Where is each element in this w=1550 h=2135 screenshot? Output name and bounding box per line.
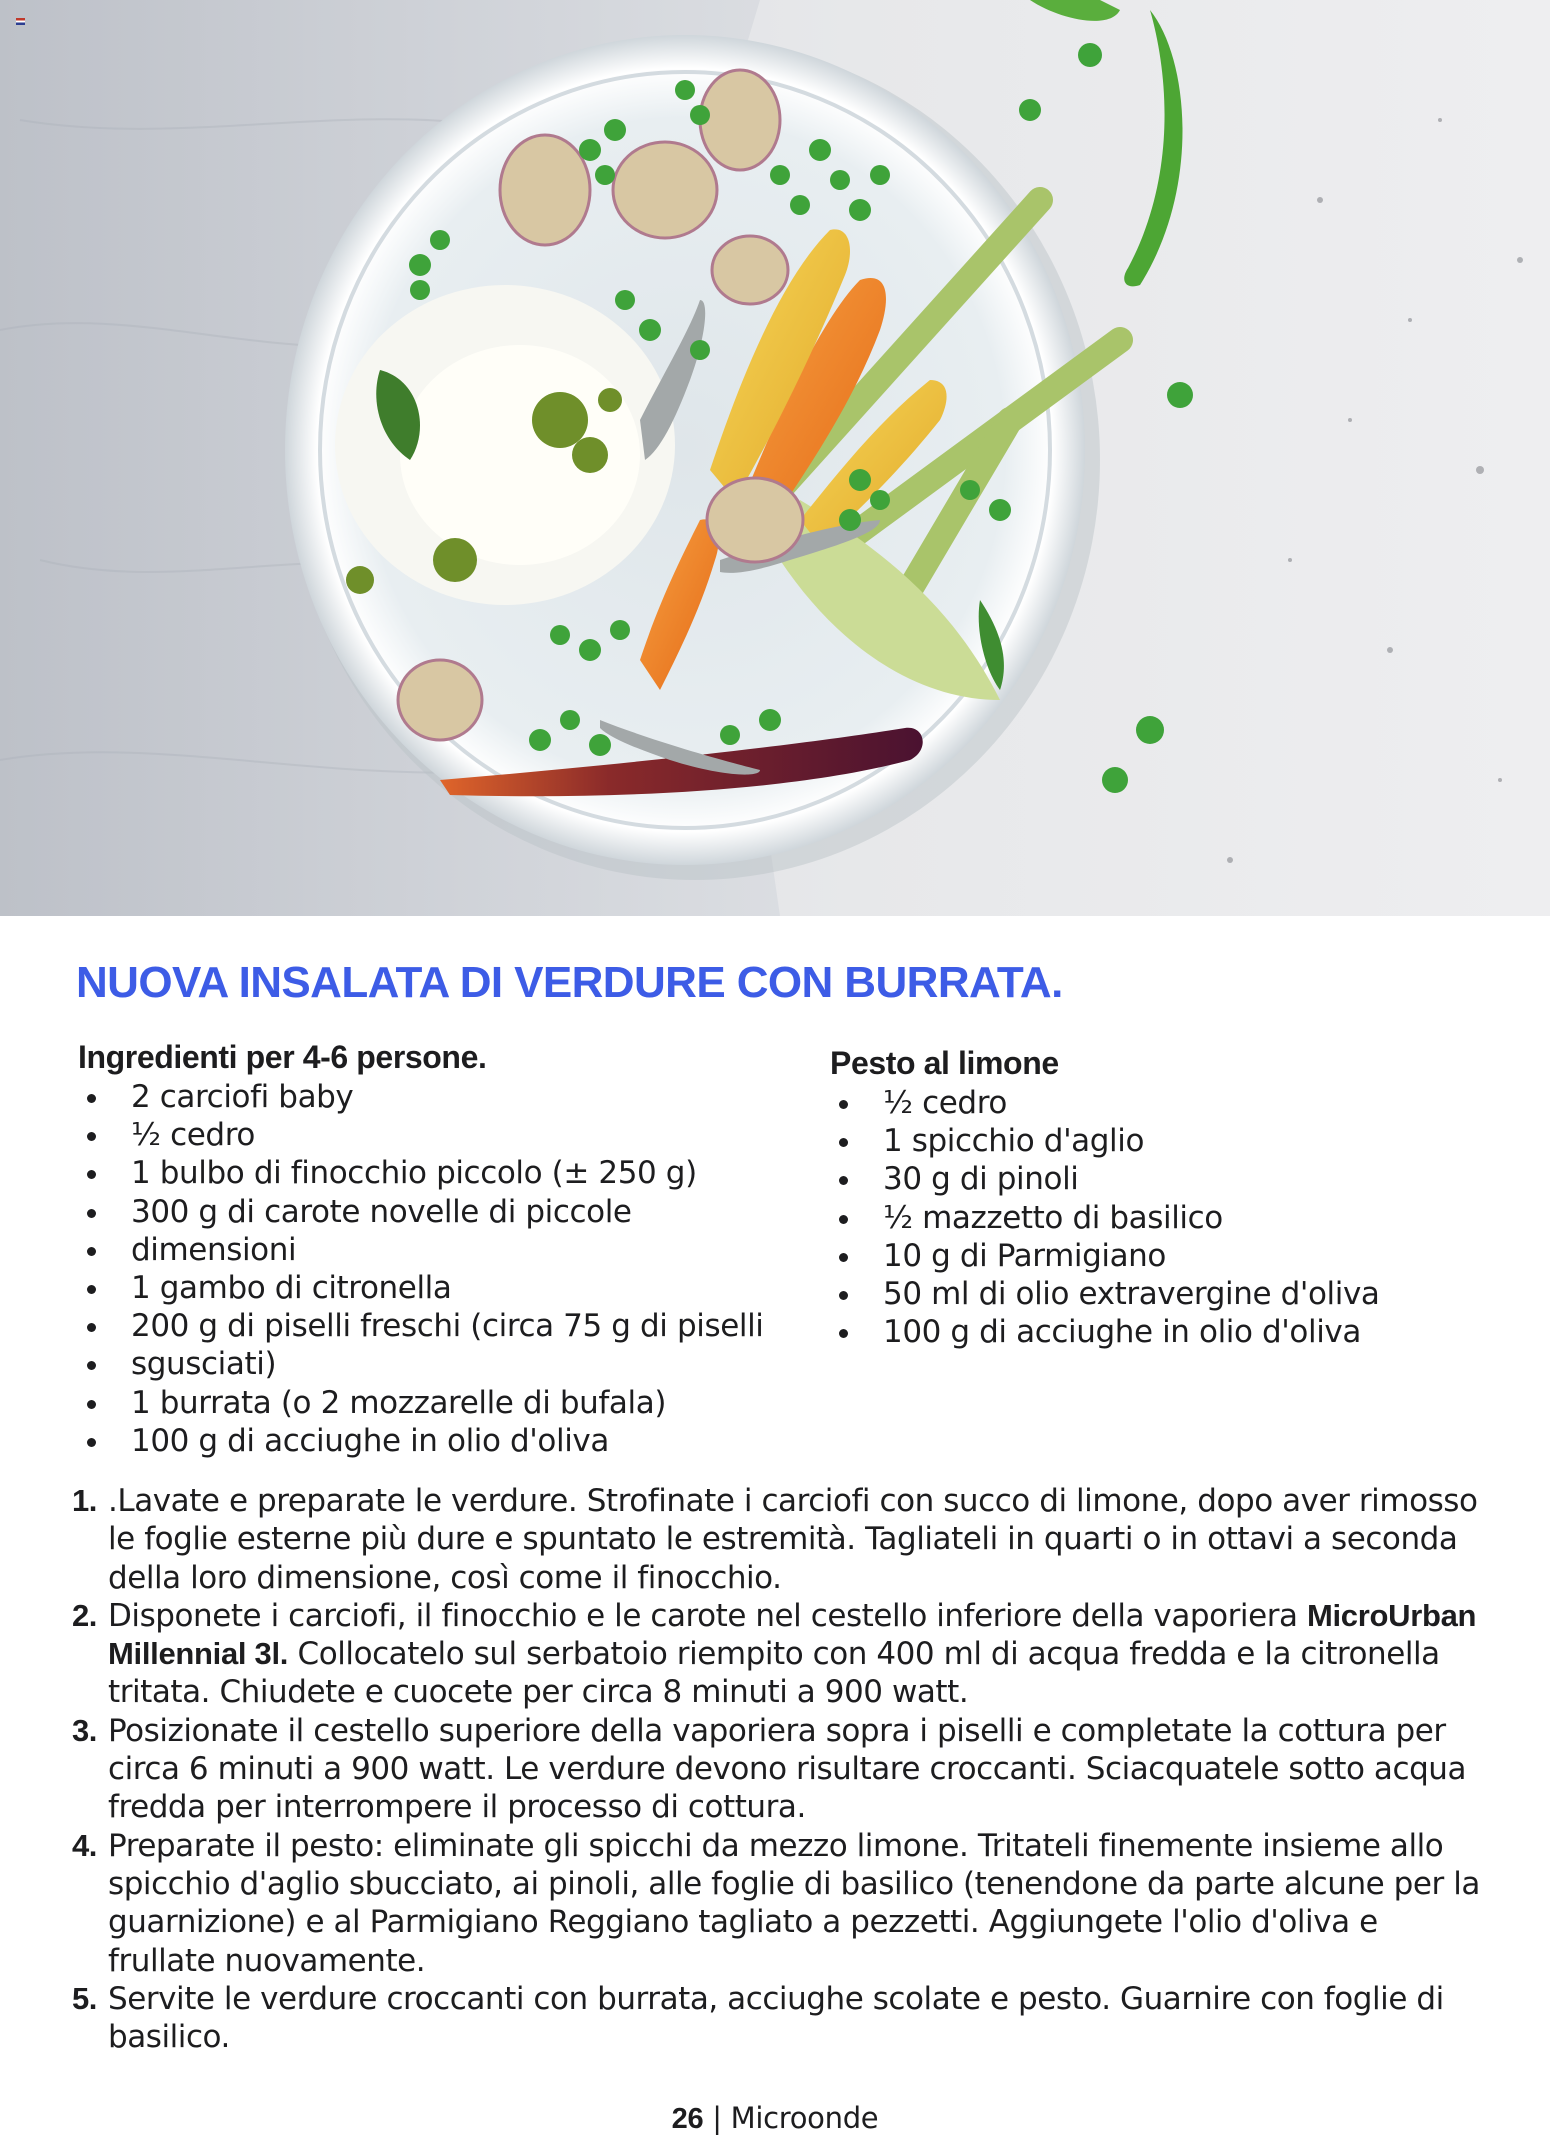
list-item: 2 carciofi baby [78, 1078, 818, 1116]
step-2 [72, 1597, 1492, 1712]
step-number: 4. [72, 1827, 97, 1863]
flag-icon [16, 18, 25, 25]
list-item: 100 g di acciughe in olio d'oliva [830, 1313, 1510, 1351]
step-number: 1. [72, 1483, 97, 1518]
list-item: 10 g di Parmigiano [830, 1237, 1510, 1275]
list-item: 1 bulbo di finocchio piccolo (± 250 g) [78, 1154, 818, 1192]
list-item: ½ cedro [78, 1116, 818, 1154]
step-text: .Lavate e preparate le verdure. Strofinate i carciofi con succo di limone, dopo aver rimosso le foglie esterne più dure e spuntato le estremità. Tagliateli in quarti o in ottavi a seconda della loro dimensione, così come il finocchio. [108, 1483, 1478, 1596]
step-5 [72, 1980, 1492, 2057]
list-item: 1 burrata (o 2 mozzarelle di bufala) [78, 1384, 818, 1422]
list-item: 1 spicchio d'aglio [830, 1122, 1510, 1160]
step-1 [72, 1482, 1492, 1597]
ingredients-heading: Ingredienti per 4-6 persone. [78, 1039, 487, 1075]
pesto-list [830, 1084, 1510, 1351]
page-number: 26 [671, 2103, 704, 2135]
list-item: 100 g di acciughe in olio d'oliva [78, 1422, 818, 1460]
section-name: Microonde [730, 2101, 879, 2135]
step-text: Servite le verdure croccanti con burrata, acciughe scolate e pesto. Guarnire con foglie di basilico. [108, 1980, 1444, 2056]
ingredients-section [78, 1038, 818, 1460]
list-item: 50 ml di olio extravergine d'oliva [830, 1275, 1510, 1313]
step-number: 2. [72, 1597, 97, 1633]
list-item: 1 gambo di citronella [78, 1269, 818, 1307]
step-text: Preparate il pesto: eliminate gli spicchi da mezzo limone. Tritateli finemente insieme allo spicchio d'aglio sbucciato, ai pinoli, alle foglie di basilico (tenendone da parte alcune per la guarnizione) e al Parmigiano Reggiano tagliato a pezzetti. Aggiungete l'olio d'oliva e frullate nuovamente. [108, 1827, 1480, 1979]
step-number: 5. [72, 1980, 97, 2016]
recipe-title: NUOVA INSALATA DI VERDURE CON BURRATA. [76, 958, 1063, 1007]
product-name: MicroUrban Millennial 3l. [108, 1597, 1477, 1672]
recipe-photo [0, 0, 1550, 916]
list-item: 200 g di piselli freschi (circa 75 g di piselli [78, 1307, 818, 1345]
step-number: 3. [72, 1712, 97, 1748]
list-item: dimensioni [78, 1231, 818, 1269]
list-item: ½ mazzetto di basilico [830, 1199, 1510, 1237]
pesto-section [830, 1044, 1510, 1351]
step-3 [72, 1712, 1492, 1827]
pesto-heading: Pesto al limone [830, 1045, 1059, 1081]
list-item: ½ cedro [830, 1084, 1510, 1122]
page-footer [0, 2102, 1550, 2135]
footer-separator: | [703, 2101, 731, 2135]
ingredients-list [78, 1078, 818, 1460]
preparation-steps [72, 1482, 1492, 2056]
list-item: sgusciati) [78, 1345, 818, 1383]
list-item: 30 g di pinoli [830, 1160, 1510, 1198]
salad-plate-illustration [0, 0, 1550, 916]
step-4 [72, 1827, 1492, 1980]
step-text: Posizionate il cestello superiore della vaporiera sopra i piselli e completate la cottura per circa 6 minuti a 900 watt. Le verdure devono risultare croccanti. Sciacquatele sotto acqua fredda per interrompere il processo di cottura. [108, 1712, 1467, 1826]
step-text: Collocatelo sul serbatoio riempito con 400 ml di acqua fredda e la citronella tritata. Chiudete e cuocete per circa 8 minuti a 900 watt. [108, 1636, 1440, 1711]
step-text: Disponete i carciofi, il finocchio e le carote nel cestello inferiore della vaporiera [108, 1597, 1307, 1634]
list-item: 300 g di carote novelle di piccole [78, 1193, 818, 1231]
